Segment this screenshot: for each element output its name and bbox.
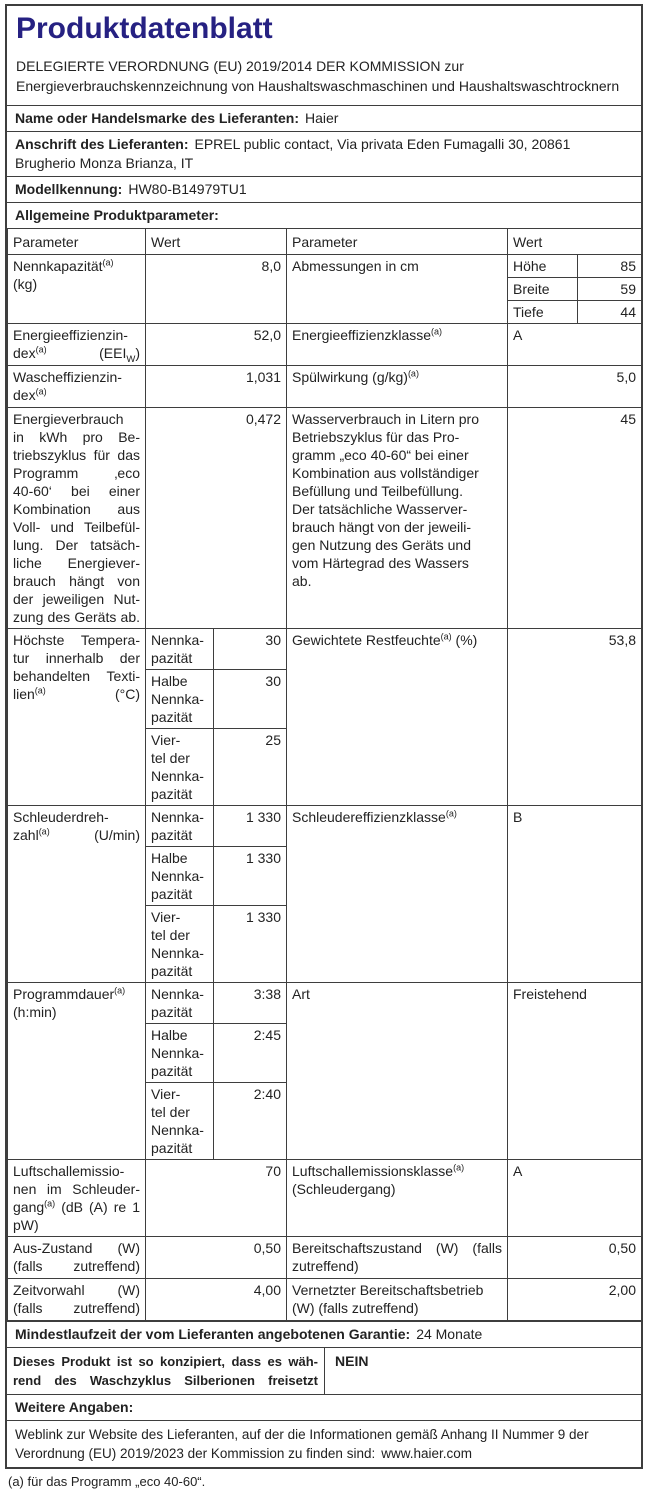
sub-label-quarter-capacity: Vier- tel der Nennka- pazität: [146, 1083, 214, 1160]
row-programme-duration: [8, 983, 642, 1024]
row-max-temperature: [8, 629, 642, 670]
param-cell-residual-moisture: Gewichtete Restfeuchte$^{(a)}$ (%): [287, 629, 508, 806]
param-cell-energy-consumption: Energieverbrauch in kWh pro Be- triebszyklus für das Programm ‚eco 40-60‘ bei einer Kombination aus Voll- und Teilbefül- lung. Der tatsäch- liche Energiever- brauch hängt von der jeweiligen Nut- zung des Geräts ab.: [8, 408, 146, 629]
model-label: Modellkennung:: [15, 181, 123, 197]
silver-ions-value: NEIN: [335, 1353, 369, 1369]
dimension-value-depth: 44: [578, 301, 642, 324]
sub-label-rated-capacity: Nennka- pazität: [146, 629, 214, 670]
param-cell-duration: Programmdauer$^{(a)}$ (h:min): [8, 983, 146, 1160]
param-cell-off-mode: Aus-Zustand (W) (falls zutreffend): [8, 1237, 146, 1279]
param-cell-noise: Luftschallemissio- nen im Schleuder- gang$^{(a)}$ (dB (A) re 1 pW): [8, 1160, 146, 1237]
param-cell-standby: Bereitschaftszustand (W) (falls zutreffend): [287, 1237, 508, 1279]
dimension-label-height: Höhe: [508, 255, 578, 278]
sub-label-half-capacity: Halbe Nennka- pazität: [146, 1024, 214, 1083]
param-cell-dimensions: Abmessungen in cm: [287, 255, 508, 324]
datasheet-document: [5, 4, 643, 1469]
param-cell-spin-class: Schleudereffizienzklasse$^{(a)}$: [287, 806, 508, 983]
row-energy-water-consumption: [8, 408, 642, 629]
supplier-name-label: Name oder Handelsmarke des Lieferanten:: [15, 110, 299, 126]
row-spin-speed: [8, 806, 642, 847]
row-off-mode: [8, 1237, 642, 1279]
param-cell-networked-standby: Vernetzter Bereitschaftsbetrieb (W) (falls zutreffend): [287, 1279, 508, 1321]
sub-label-quarter-capacity: Vier- tel der Nennka- pazität: [146, 729, 214, 806]
model-row: [7, 176, 641, 202]
sub-value-quarter-capacity: 25: [214, 729, 287, 806]
value-cell-energy-class: A: [508, 324, 642, 366]
general-parameters-heading: Allgemeine Produktparameter:: [7, 202, 641, 228]
model-value: HW80-B14979TU1: [128, 181, 247, 197]
sub-label-half-capacity: Halbe Nennka- pazität: [146, 847, 214, 906]
supplier-address-row: [7, 131, 641, 176]
value-cell-delay-start: 4,00: [146, 1279, 287, 1321]
supplier-address-label: Anschrift des Lieferanten:: [15, 136, 189, 152]
supplier-name-row: [7, 105, 641, 131]
silver-ions-label: Dieses Produkt ist so konzipiert, dass es wäh- rend des Waschzyklus Silberionen freisetzt: [7, 1348, 325, 1394]
dimension-label-depth: Tiefe: [508, 301, 578, 324]
weblink-text: Weblink zur Website des Lieferanten, auf der die Informationen gemäß Anhang II Nummer 9 der Verordnung (EU) 2019/2023 der Kommission zu finden sind:: [15, 1427, 589, 1461]
sub-value-rated-capacity: 30: [214, 629, 287, 670]
param-cell-max-temperature: Höchste Tempera- tur innerhalb der behandelten Texti- lien$^{(a)}$ (°C): [8, 629, 146, 806]
regulation-text: DELEGIERTE VERORDNUNG (EU) 2019/2014 DER KOMMISSION zur Energieverbrauchskennzeichnung von Haushaltswaschmaschinen und Haushaltswaschtrocknern: [16, 58, 620, 94]
value-cell-off-mode: 0,50: [146, 1237, 287, 1279]
row-delay-start: [8, 1279, 642, 1321]
value-cell-noise: 70: [146, 1160, 287, 1237]
weblink-row: [7, 1420, 641, 1467]
value-cell-standby: 0,50: [508, 1237, 642, 1279]
value-cell-rinse: 5,0: [508, 366, 642, 408]
weblink-url[interactable]: www.haier.com: [381, 1446, 473, 1461]
value-cell-capacity: 8,0: [146, 255, 287, 324]
value-cell-residual-moisture: 53,8: [508, 629, 642, 806]
table-header-row: [8, 229, 642, 255]
param-cell-energy-class: Energieeffizienzklasse$^{(a)}$: [287, 324, 508, 366]
row-noise-emissions: [8, 1160, 642, 1237]
warranty-row: [7, 1321, 641, 1347]
product-parameters-table: [7, 228, 642, 1321]
sub-value-rated-capacity: 3:38: [214, 983, 287, 1024]
page-title: Produktdatenblatt: [16, 12, 273, 45]
param-cell-eei: Energieeffizienzin- dex$^{(a)}$ $(EEI_W)$: [8, 324, 146, 366]
dimension-value-width: 59: [578, 278, 642, 301]
value-cell-networked-standby: 2,00: [508, 1279, 642, 1321]
sub-label-rated-capacity: Nennka- pazität: [146, 983, 214, 1024]
value-cell-wash-index: 1,031: [146, 366, 287, 408]
value-cell-eei: 52,0: [146, 324, 287, 366]
row-washing-efficiency: [8, 366, 642, 408]
param-cell-type: Art: [287, 983, 508, 1160]
document-page: [0, 4, 648, 1504]
sub-value-rated-capacity: 1 330: [214, 806, 287, 847]
value-cell-type: Freistehend: [508, 983, 642, 1160]
header-wert-right: Wert: [508, 229, 642, 255]
value-cell-spin-class: B: [508, 806, 642, 983]
param-cell-water-consumption: Wasserverbrauch in Litern pro Betriebszyklus für das Pro- gramm „eco 40-60“ bei einer Kombination aus vollständiger Befüllung und Teilbefüllung. Der tatsächliche Wasserver- brauch hängt von der jeweili- gen Nutzung des Geräts und vom Härtegrad des Wassers ab.: [287, 408, 508, 629]
header-wert-left: Wert: [146, 229, 287, 255]
header-parameter-left: Parameter: [8, 229, 146, 255]
param-cell-wash-index: Wascheffizienzin- dex$^{(a)}$: [8, 366, 146, 408]
sub-value-half-capacity: 1 330: [214, 847, 287, 906]
title-section: [7, 6, 641, 105]
more-info-heading: Weitere Angaben:: [7, 1394, 641, 1420]
dimension-value-height: 85: [578, 255, 642, 278]
param-cell-rinse: Spülwirkung $(g/kg)^{(a)}$: [287, 366, 508, 408]
value-cell-noise-class: A: [508, 1160, 642, 1237]
row-capacity-dimensions: [8, 255, 642, 278]
sub-value-quarter-capacity: 2:40: [214, 1083, 287, 1160]
value-cell-energy-consumption: 0,472: [146, 408, 287, 629]
dimension-label-width: Breite: [508, 278, 578, 301]
header-parameter-right: Parameter: [287, 229, 508, 255]
param-cell-noise-class: Luftschallemissionsklasse$^{(a)}$ (Schleudergang): [287, 1160, 508, 1237]
warranty-value: 24 Monate: [416, 1326, 483, 1342]
warranty-label: Mindestlaufzeit der vom Lieferanten angebotenen Garantie:: [15, 1326, 411, 1342]
sub-label-rated-capacity: Nennka- pazität: [146, 806, 214, 847]
param-cell-spin-speed: Schleuderdreh- zahl$^{(a)}$ (U/min): [8, 806, 146, 983]
sub-label-half-capacity: Halbe Nennka- pazität: [146, 670, 214, 729]
sub-value-half-capacity: 2:45: [214, 1024, 287, 1083]
silver-ions-row: [7, 1347, 641, 1394]
footnote: (a) für das Programm „eco 40-60“.: [8, 1474, 206, 1489]
value-cell-water-consumption: 45: [508, 408, 642, 629]
param-cell-delay-start: Zeitvorwahl (W) (falls zutreffend): [8, 1279, 146, 1321]
sub-value-quarter-capacity: 1 330: [214, 906, 287, 983]
sub-value-half-capacity: 30: [214, 670, 287, 729]
param-cell-capacity: Nennkapazität$^{(a)}$ (kg): [8, 255, 146, 324]
sub-label-quarter-capacity: Vier- tel der Nennka- pazität: [146, 906, 214, 983]
supplier-name-value: Haier: [305, 110, 339, 126]
row-energy-efficiency: [8, 324, 642, 366]
supplier-address-value: EPREL public contact, Via privata Eden Fumagalli 30, 20861 Brugherio Monza Brianza, IT: [15, 136, 571, 171]
